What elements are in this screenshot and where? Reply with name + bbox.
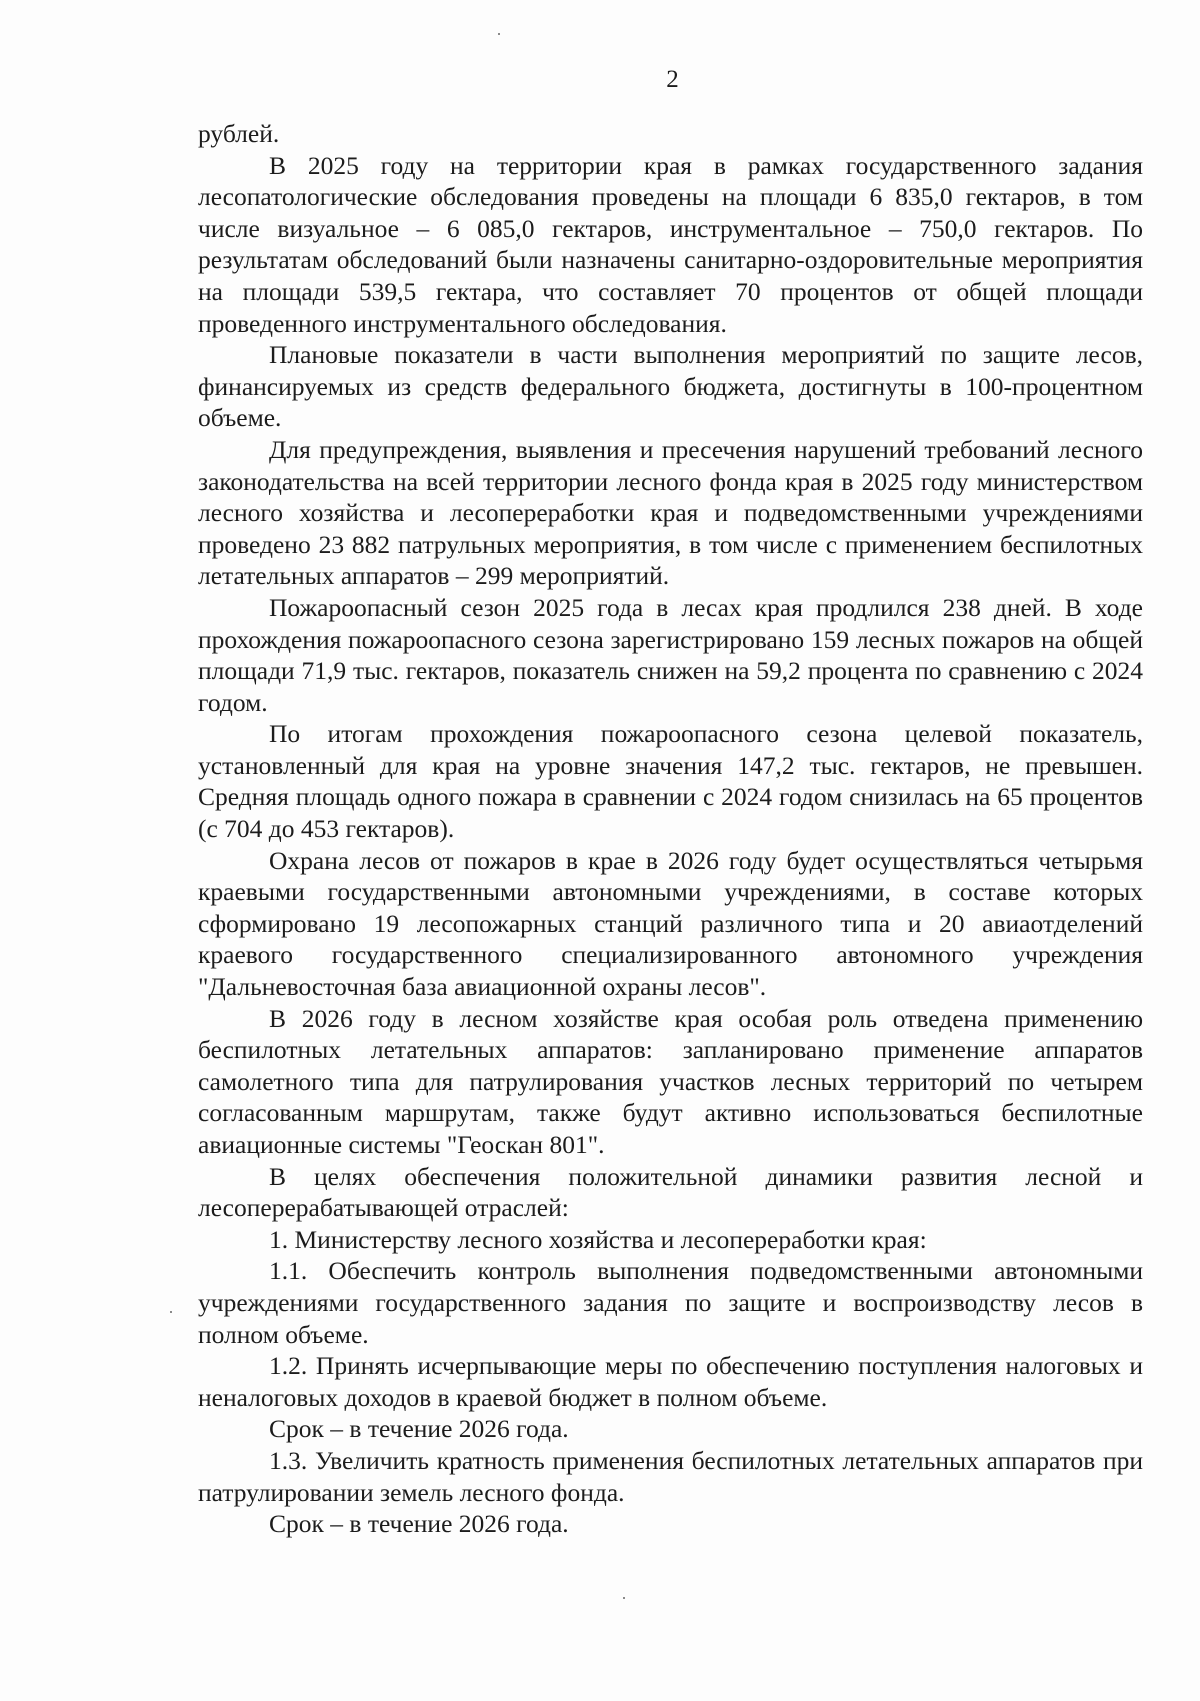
deadline-item-1-3: Срок – в течение 2026 года. (269, 1509, 569, 1539)
deadline-item-1-2: Срок – в течение 2026 года. (269, 1414, 569, 1444)
paragraph-fire-season: Пожароопасный сезон 2025 года в лесах края продлился 238 дней. В ходе прохождения пожароопасного сезона зарегистрировано 159 лесных пожаров на общей площади 71,9 тыс. гектаров, показатель снижен на 59,2 процента по сравнению с 2024 годом. (198, 592, 1143, 717)
scan-speck (623, 1597, 625, 1599)
paragraph-fire-protection: Охрана лесов от пожаров в крае в 2026 году будет осуществляться четырьмя краевыми государственными автономными учреждениями, в составе которых сформировано 19 лесопожарных станций различного типа и 20 авиаотделений краевого государственного специализированного автономного учреждения "Дальневосточная база авиационной охраны лесов". (198, 845, 1143, 1002)
paragraph-plan-indicators: Плановые показатели в части выполнения мероприятий по защите лесов, финансируемых из средств федерального бюджета, достигнуты в 100-процентном объеме. (198, 340, 1143, 433)
item-1-1-control: 1.1. Обеспечить контроль выполнения подведомственными автономными учреждениями государственного задания по защите и воспроизводству лесов в полном объеме. (198, 1256, 1143, 1349)
page-number: 2 (666, 66, 679, 93)
item-1-2-revenue: 1.2. Принять исчерпывающие меры по обеспечению поступления налоговых и неналоговых доходов в краевой бюджет в полном объеме. (198, 1351, 1143, 1412)
paragraph-target-indicator: По итогам прохождения пожароопасного сезона целевой показатель, установленный для края на уровне значения 147,2 тыс. гектаров, не превышен. Средняя площадь одного пожара в сравнении с 2024 годом снизилась на 65 процентов (с 704 до 453 гектаров). (198, 719, 1143, 844)
item-1-ministry: 1. Министерству лесного хозяйства и лесопереработки края: (269, 1224, 927, 1254)
scan-speck (498, 33, 500, 35)
paragraph-continuation: рублей. (198, 119, 280, 148)
item-1-3-uav-frequency: 1.3. Увеличить кратность применения беспилотных летательных аппаратов при патрулировании земель лесного фонда. (198, 1445, 1143, 1507)
paragraph-development-goals: В целях обеспечения положительной динамики развития лесной и лесоперерабатывающей отраслей: (198, 1161, 1143, 1223)
paragraph-uav-usage: В 2026 году в лесном хозяйстве края особая роль отведена применению беспилотных летательных аппаратов: запланировано применение аппаратов самолетного типа для патрулирования участков лесных территорий по четырем согласованным маршрутам, также будут активно использоваться беспилотные авиационные системы "Геоскан 801". (198, 1003, 1143, 1159)
paragraph-patrol-measures: Для предупреждения, выявления и пресечения нарушений требований лесного законодательства на всей территории лесного фонда края в 2025 году министерством лесного хозяйства и лесопереработки края и подведомственными учреждениями проведено 23 882 патрульных мероприятия, в том числе с применением беспилотных летательных аппаратов – 299 мероприятий. (198, 434, 1143, 591)
document-body (198, 118, 1143, 1540)
paragraph-forest-pathology-surveys: В 2025 году на территории края в рамках государственного задания лесопатологические обследования проведены на площади 6 835,0 гектаров, в том числе визуальное – 6 085,0 гектаров, инструментальное – 750,0 гектаров. По результатам обследований были назначены санитарно-оздоровительные мероприятия на площади 539,5 гектара, что составляет 70 процентов от общей площади проведенного инструментального обследования. (198, 150, 1143, 338)
scan-speck (170, 1311, 172, 1313)
